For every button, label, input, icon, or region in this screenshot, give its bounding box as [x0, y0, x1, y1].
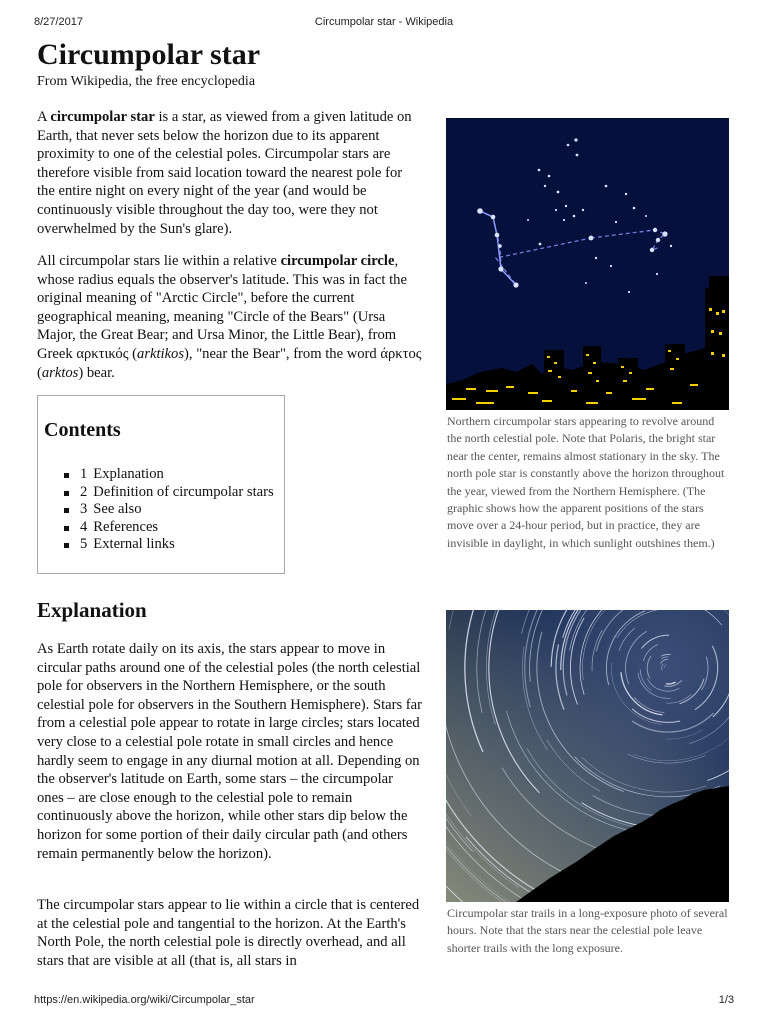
section-heading-explanation: Explanation	[37, 598, 147, 622]
intro-paragraph-2: All circumpolar stars lie within a relative circumpolar circle, whose radius equals the observer's latitude. This was in fact the original meaning of "Arctic Circle", before the current geographical meaning, meaning "Circle of the Bears" (Ursa Major, the Great Bear; and Ursa Minor, the Little Bear), from Greek αρκτικός (arktikos), "near the Bear", from the word άρκτος (arktos) bear.	[37, 253, 422, 381]
bold-term-circumpolar-circle: circumpolar circle	[280, 253, 395, 269]
print-footer	[34, 994, 734, 1008]
star-trails-graphic	[446, 610, 729, 902]
intro-paragraph-1: A circumpolar star is a star, as viewed from a given latitude on Earth, that never sets below the horizon due to its apparent proximity to one of the celestial poles. Circumpolar stars are therefore visible from said location toward the nearest pole for the entire night on every night of the year (and would be continuously visible throughout the day too, were they not overwhelmed by the Sun's glare).	[37, 109, 412, 237]
page-subtitle: From Wikipedia, the free encyclopedia	[37, 74, 256, 89]
print-page-number: 1/3	[718, 994, 734, 1006]
print-header	[34, 16, 734, 30]
print-date: 8/27/2017	[34, 16, 83, 28]
table-of-contents	[37, 395, 285, 574]
toc-heading: Contents	[44, 419, 121, 441]
explanation-paragraph-2: The circumpolar stars appear to lie within a circle that is centered at the celestial pole and tangential to the horizon. At the Earth's North Pole, the north celestial pole is directly overhead, and all stars that are visible at all (that is, all stars in	[37, 897, 420, 969]
page-title: Circumpolar star	[37, 38, 261, 71]
toc-item-references[interactable]: 4 References	[62, 519, 274, 537]
print-page-title: Circumpolar star - Wikipedia	[314, 16, 454, 28]
toc-item-definition[interactable]: 2 Definition of circumpolar stars	[62, 484, 274, 502]
toc-item-explanation[interactable]: 1 Explanation	[62, 466, 274, 484]
figure-2-caption: Circumpolar star trails in a long-exposure photo of several hours. Note that the stars near the celestial pole leave shorter trails with the long exposure.	[447, 906, 728, 955]
bold-term-circumpolar-star: circumpolar star	[50, 109, 155, 125]
night-sky-graphic	[446, 118, 729, 410]
print-url: https://en.wikipedia.org/wiki/Circumpolar_star	[34, 994, 255, 1006]
figure-1-caption: Northern circumpolar stars appearing to revolve around the north celestial pole. Note that Polaris, the bright star near the center, remains almost stationary in the sky. The north pole star is constantly above the horizon throughout the year, viewed from the Northern Hemisphere. (The graphic shows how the apparent positions of the stars move over a 24-hour period, but in practice, they are invisible in daylight, in which sunlight outshines them.)	[447, 414, 725, 550]
toc-item-external-links[interactable]: 5 External links	[62, 536, 274, 554]
star-trails-photo[interactable]	[446, 610, 729, 902]
explanation-paragraph-1: As Earth rotate daily on its axis, the stars appear to move in circular paths around one of the celestial poles (the north celestial pole for observers in the Northern Hemisphere, or the south celestial pole for observers in the Southern Hemisphere). Stars far from a celestial pole appear to rotate in large circles; stars located very close to a celestial pole rotate in small circles and hence hardly seem to engage in any diurnal motion at all. Depending on the observer's latitude on Earth, some stars – the circumpolar ones – are close enough to the celestial pole to remain continuously above the horizon, while other stars dip below the horizon for some portion of their daily circular path (and others remain permanently below the horizon).	[37, 641, 422, 862]
toc-item-see-also[interactable]: 3 See also	[62, 501, 274, 519]
toc-list	[62, 466, 274, 554]
greek-word-arktos: άρκτος	[380, 345, 422, 362]
greek-word-arktikos: αρκτικός	[76, 345, 129, 362]
circumpolar-stars-illustration[interactable]	[446, 118, 729, 410]
